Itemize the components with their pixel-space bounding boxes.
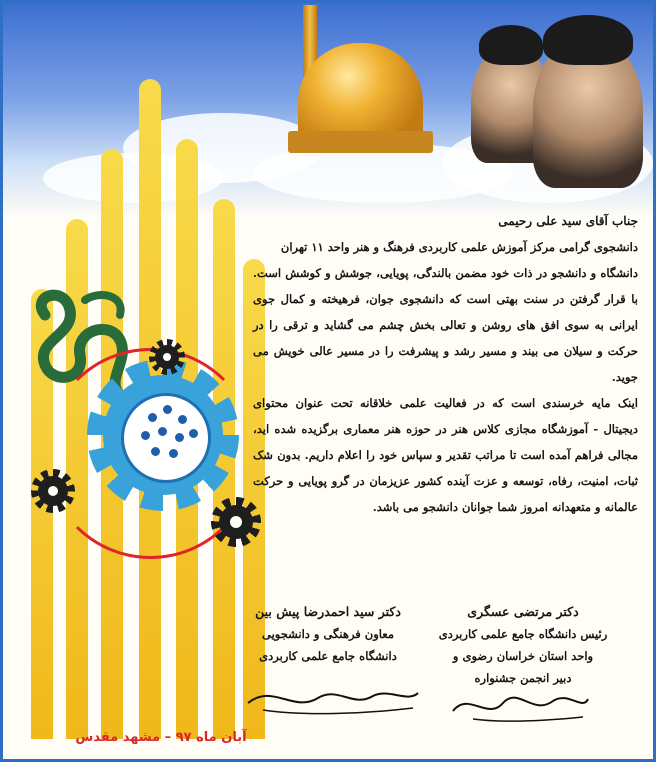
signatory-name: دکتر سید احمدرضا پیش بین: [255, 604, 401, 619]
letter-body: [253, 208, 638, 520]
turban-right: [543, 15, 633, 65]
date-place-footer: آبان ماه ۹۷ – مشهد مقدس: [75, 730, 247, 745]
tree-dot: [151, 447, 160, 456]
tree-dot: [148, 413, 157, 422]
tree-dot: [141, 431, 150, 440]
signatory-title: معاون فرهنگی و دانشجویی: [261, 627, 394, 641]
handwritten-signature-right: [443, 681, 593, 726]
signature-block-right: [423, 601, 623, 689]
signatory-title: دبیر انجمن جشنواره: [474, 671, 572, 685]
tree-dot: [178, 415, 187, 424]
gear-hole: [163, 353, 171, 361]
gear-hole: [230, 516, 242, 528]
signatory-name: دکتر مرتضی عسگری: [467, 604, 579, 619]
tree-dot: [189, 429, 198, 438]
gear-hole: [48, 486, 58, 496]
signatory-title: واحد استان خراسان رضوی و: [452, 649, 594, 663]
signature-block-left: [233, 601, 423, 667]
shrine-base-image: [288, 131, 433, 153]
signatory-title: رئیس دانشگاه جامع علمی کاربردی: [438, 627, 608, 641]
turban-left: [479, 25, 543, 65]
handwritten-signature-left: [243, 678, 423, 718]
letter-salutation: جناب آقای سید علی رحیمی: [498, 214, 638, 228]
letter-paragraph: دانشگاه و دانشجو در ذات خود مضمن بالندگی، پویایی، جوشش و کوشش است. با قرار گرفتن در سنت بهتی است که دانشجوی جوان، فرهیخته و کمال جوی ایرانی به سوی افق های روشن و تعالی بخش چشم می گشاید و ترقی را در حرکت و سیلان می بیند و مسیر رشد و پیشرفت را در مسیر عالی خویش می جوید.: [253, 266, 638, 384]
tree-dot: [163, 405, 172, 414]
signatory-title: دانشگاه جامع علمی کاربردی: [259, 649, 397, 663]
letter-paragraph: اینک مایه خرسندی است که در فعالیت علمی خلاقانه تحت عنوان محتوای دیجیتال - آموزشگاه مجازی کلاس هنر در حوزه هنر معماری برگزیده شده اید، مجالی فراهم آمده است تا مراتب تقدیر و سپاس خود را اعلام داریم. بدون شک ثبات، امنیت، رفاه، توسعه و عزت آینده کشور عزیزمان در گرو پویایی و حرکت عالمانه و متعهدانه امروز شما جوانان دانشجو می باشد.: [253, 396, 638, 514]
tree-dot: [169, 449, 178, 458]
letter-paragraph: دانشجوی گرامی مرکز آموزش علمی کاربردی فرهنگ و هنر واحد ۱۱ تهران: [280, 240, 638, 254]
tree-dot: [158, 427, 167, 436]
tree-dot: [175, 433, 184, 442]
